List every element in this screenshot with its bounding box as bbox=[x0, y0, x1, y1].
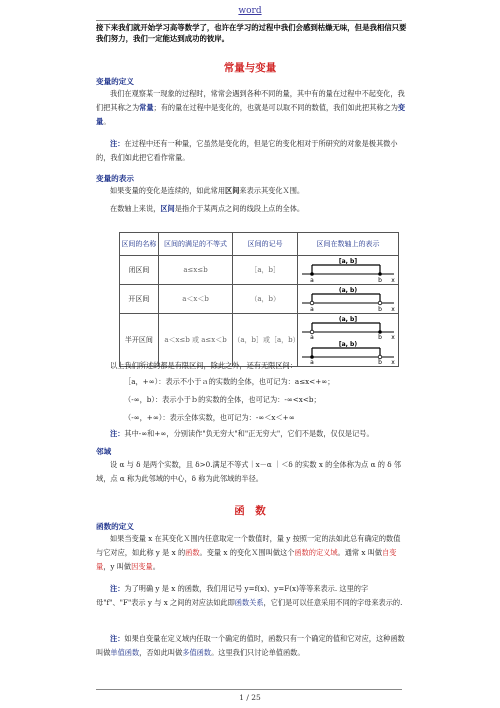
header-interval-name: 区间的名称 bbox=[120, 233, 159, 256]
intro-text: 接下来我们就开始学习高等数学了，也许在学习的过程中我们会感到枯燥无味，但是我相信只要我们努力，我们一定能达到成功的彼岸。 bbox=[96, 23, 407, 43]
text-run: ，它们是可以任意采用不同的字母来表示的. bbox=[263, 598, 403, 607]
cell-inequality: a≤x≤b bbox=[158, 256, 233, 285]
heading-neighborhood: 邻域 bbox=[96, 447, 112, 456]
paragraph-neighborhood: 设 α 与 δ 是两个实数，且 δ>0.满足不等式｜x－α ｜＜δ 的实数 x 的全体称为点 α 的 δ 邻域，点 α 称为此邻域的中心，δ 称为此邻域的半径。 bbox=[96, 460, 401, 483]
paragraph-function-note-2 bbox=[96, 632, 406, 660]
term-function: 函数 bbox=[185, 548, 200, 557]
term-function-relation: 函数关系 bbox=[234, 598, 264, 607]
label-a: a bbox=[310, 277, 314, 283]
note-label: 注： bbox=[110, 584, 125, 593]
header-inequality: 区间的满足的不等式 bbox=[158, 233, 233, 256]
cell-name: 开区间 bbox=[120, 285, 159, 314]
paragraph-interval-intro bbox=[96, 184, 406, 198]
note-text: 在过程中还有一种量，它虽然是变化的，但是它的变化相对于所研究的对象是极其微小的，我们如此把它看作常量。 bbox=[96, 139, 398, 162]
label-b: b bbox=[378, 359, 382, 365]
label-x: x bbox=[391, 306, 395, 312]
paragraph-function-note-1 bbox=[96, 582, 406, 610]
cell-number-line bbox=[298, 256, 399, 285]
heading-variable-representation: 变量的表示 bbox=[96, 174, 134, 183]
text-run: 是指介于某两点之间的线段上点的全体。 bbox=[174, 204, 305, 213]
infinite-interval-2: （-∞，b）：表示小于ｂ的实数的全体，也可记为：-∞<x<b； bbox=[124, 395, 321, 404]
note-label: 注： bbox=[110, 634, 125, 643]
note-label: 注： bbox=[110, 429, 125, 438]
term-constant: 常量 bbox=[139, 103, 154, 112]
text-run: 。 bbox=[103, 117, 111, 126]
point-a bbox=[310, 301, 314, 305]
table-header-row bbox=[120, 233, 399, 256]
label-a: a bbox=[310, 334, 314, 341]
label-a: a bbox=[310, 306, 314, 312]
term-variable: 变量 bbox=[96, 103, 406, 126]
cell-notation: （a，b］或［a，b） bbox=[233, 314, 298, 367]
number-line-open bbox=[298, 286, 398, 312]
label-x: x bbox=[391, 277, 395, 283]
cell-inequality: a＜x＜b bbox=[158, 285, 233, 314]
number-line-half-open bbox=[298, 315, 398, 365]
infinite-interval-3: （-∞，+∞）：表示全体实数，也可记为：-∞＜x＜+∞ bbox=[124, 413, 295, 422]
cell-name: 半开区间 bbox=[120, 314, 159, 367]
footer-divider bbox=[96, 689, 402, 690]
paragraph-note-constant bbox=[96, 137, 406, 165]
text-run: ，y 叫做 bbox=[103, 562, 132, 571]
paragraph-function-definition bbox=[96, 532, 406, 574]
header-notation: 区间的记号 bbox=[233, 233, 298, 256]
note-label: 注： bbox=[110, 139, 125, 148]
point-b bbox=[378, 272, 382, 276]
point-b bbox=[378, 301, 382, 305]
text-run: 。 bbox=[152, 562, 160, 571]
cell-inequality: a＜x≤b 或 a≤x＜b bbox=[158, 314, 233, 367]
label-x: x bbox=[391, 334, 395, 341]
cell-name: 闭区间 bbox=[120, 256, 159, 285]
page-number: 1 / 25 bbox=[239, 693, 261, 702]
header-word: word bbox=[238, 6, 262, 16]
label-x: x bbox=[391, 359, 395, 365]
text-run: 在数轴上来说， bbox=[110, 204, 161, 213]
term-interval: 区间 bbox=[160, 204, 175, 213]
paragraph-variable-definition bbox=[96, 87, 406, 129]
text-run: 。通常 x 叫做 bbox=[337, 548, 383, 557]
term-dependent-variable: 因变量 bbox=[131, 562, 153, 571]
heading-variable-definition: 变量的定义 bbox=[96, 77, 134, 86]
term-single-valued-function: 单值函数 bbox=[110, 648, 140, 657]
section-title-constants: 常量与变量 bbox=[223, 62, 277, 74]
bracket-label: [a, b] bbox=[338, 258, 358, 265]
label-b: b bbox=[378, 306, 382, 312]
table-row bbox=[120, 285, 399, 314]
cell-notation: （a，b） bbox=[233, 285, 298, 314]
text-run: 。这里我们只讨论单值函数。 bbox=[211, 648, 305, 657]
term-multi-valued-function: 多值函数 bbox=[182, 648, 212, 657]
label-a: a bbox=[310, 359, 314, 365]
text-run: ，否如此叫做 bbox=[139, 648, 183, 657]
term-interval: 区间 bbox=[225, 186, 240, 195]
bracket-label-right-open: [a, b) bbox=[338, 341, 358, 348]
note-text: 其中-∞和+∞，分别读作"负无穷大"和"正无穷大"，它们不是数，仅仅是记号。 bbox=[124, 429, 374, 438]
number-line-closed bbox=[298, 257, 398, 283]
header-divider bbox=[96, 20, 402, 21]
text-run: 为了明确 y 是 x 的函数，我们用记号 y=f(x)、y=F(x)等等来表示. 这里的字母"f"、"F"表示 y 与 x 之间的对应法如此即 bbox=[96, 584, 369, 607]
text-run: 如果当变量 x 在其变化Ｘ围内任意取定一个数值时，量 y 按照一定的法如此总有确定的数值与它对应，如此称 y 是 x 的 bbox=[96, 534, 401, 557]
table-row bbox=[120, 256, 399, 285]
text-run: 来表示其变化Ｘ围。 bbox=[239, 186, 305, 195]
heading-function-definition: 函数的定义 bbox=[96, 522, 134, 531]
text-run: 如果自变量在定义域内任取一个确定的值时，函数只有一个确定的值和它对应，这种函数叫做 bbox=[96, 634, 405, 657]
paragraph-interval-axis bbox=[96, 202, 406, 216]
cell-notation: ［a，b］ bbox=[233, 256, 298, 285]
label-b: b bbox=[378, 277, 382, 283]
infinite-interval-1: ［a，+∞）：表示不小于ａ的实数的全体，也可记为：a≤x<+∞； bbox=[124, 377, 335, 386]
term-independent-variable: 自变量 bbox=[96, 548, 397, 571]
bracket-label-left-open: (a, b] bbox=[338, 316, 358, 323]
text-run: 如果变量的变化是连续的，如此常用 bbox=[110, 186, 226, 195]
header-axis-representation: 区间在数轴上的表示 bbox=[298, 233, 399, 256]
term-domain: 函数的定义域 bbox=[294, 548, 338, 557]
paragraph-infinite-intro: 以上我们所述的都是有限区间，除此之外，还有无限区间： bbox=[110, 361, 297, 370]
interval-table bbox=[119, 232, 399, 367]
bracket-label: (a, b) bbox=[338, 287, 358, 294]
paragraph-infinity-note bbox=[96, 427, 406, 441]
label-b: b bbox=[378, 334, 382, 341]
point-a bbox=[310, 272, 314, 276]
text-run: 。变量 x 的变化Ｘ围叫做这个 bbox=[199, 548, 295, 557]
cell-number-line bbox=[298, 285, 399, 314]
section-title-function: 函 数 bbox=[234, 505, 266, 517]
text-run: ；有的量在过程中是变化的，也就是可以取不同的数值，我们如此把其称之为 bbox=[153, 103, 398, 112]
text-run: 我们在观察某一现象的过程时，常常会遇到各种不同的量，其中有的量在过程中不起变化，我们把其称之为 bbox=[96, 89, 405, 112]
